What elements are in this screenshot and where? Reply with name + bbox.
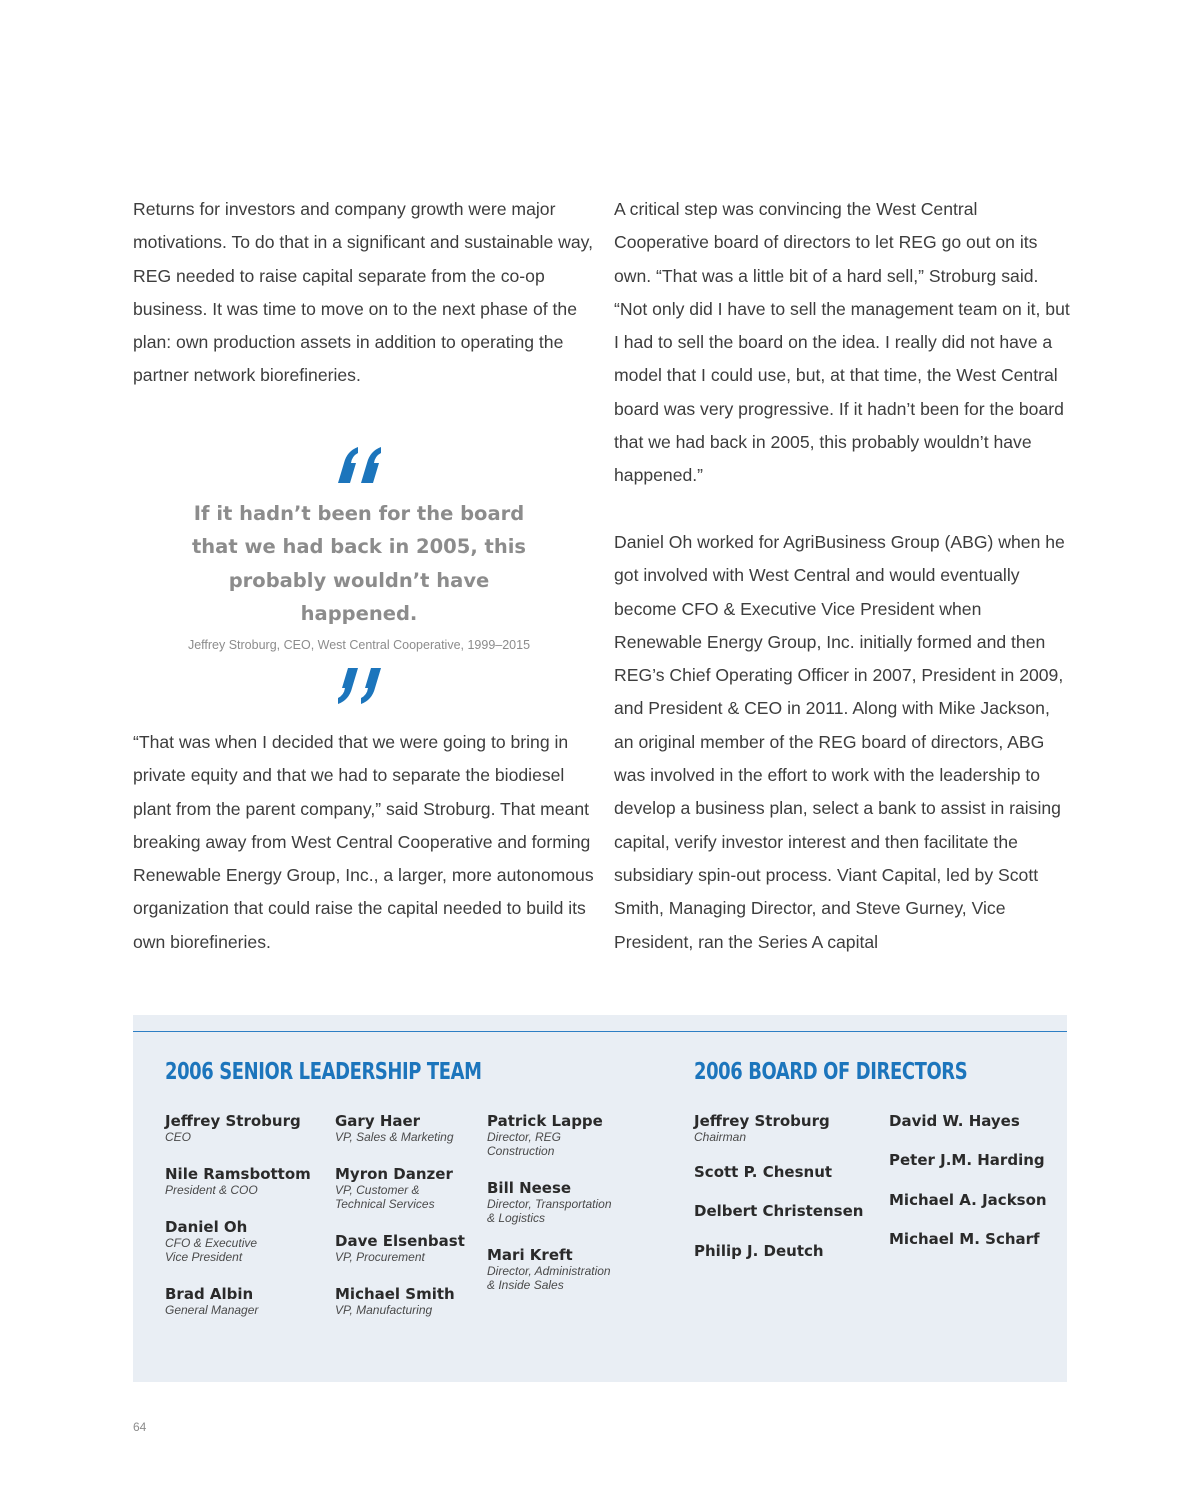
body-paragraph-left-2: “That was when I decided that we were going to bring in private equity and that we had to separate the biodiesel plant from the parent company,” said Stroburg. That meant breaking away from West Central Cooperative and forming Renewable Energy Group, Inc., a larger, more autonomous organization that could raise the capital needed to build its own biorefineries. <box>133 732 594 952</box>
leader-name: Nile Ramsbottom <box>165 1165 311 1183</box>
board-entry <box>889 1191 1047 1209</box>
leader-role: President & COO <box>165 1183 258 1197</box>
leader-name: Gary Haer <box>335 1112 421 1130</box>
close-quote-icon <box>334 666 384 706</box>
leader-entry <box>335 1112 485 1144</box>
leader-entry <box>165 1285 315 1317</box>
board-member-name: Scott P. Chesnut <box>694 1163 833 1181</box>
leader-name: Jeffrey Stroburg <box>165 1112 301 1130</box>
leader-role: Director, REG Construction <box>487 1130 562 1158</box>
leader-role: VP, Sales & Marketing <box>335 1130 454 1144</box>
board-title: 2006 BOARD OF DIRECTORS <box>694 1059 968 1085</box>
board-member-role: Chairman <box>694 1130 747 1144</box>
leader-entry <box>335 1285 485 1317</box>
leader-name: Mari Kreft <box>487 1246 573 1264</box>
leader-name: Dave Elsenbast <box>335 1232 465 1250</box>
leader-entry <box>165 1218 265 1264</box>
leader-entry <box>165 1112 315 1144</box>
board-entry <box>889 1151 1045 1169</box>
board-entry <box>694 1242 824 1260</box>
panel-divider <box>133 1031 1067 1032</box>
page-number: 64 <box>133 1420 147 1434</box>
board-member-name: Jeffrey Stroburg <box>694 1112 830 1130</box>
pull-quote <box>133 445 585 706</box>
board-member-name: Michael A. Jackson <box>889 1191 1047 1209</box>
board-entry <box>694 1163 832 1181</box>
board-member-name: Michael M. Scharf <box>889 1230 1040 1248</box>
body-paragraph-right-1: A critical step was convincing the West Central Cooperative board of directors to let REG go out on its own. “That was a little bit of a hard sell,” Stroburg said. “Not only did I have to sell the management team on it, but I had to sell the board on the idea. I really did not have a model that I could use, but, at that time, the West Central board was very progressive. If it hadn’t been for the board that we had back in 2005, this probably wouldn’t have happened.” <box>614 199 1070 486</box>
leadership-panel <box>133 1015 1067 1382</box>
leader-entry <box>165 1165 315 1197</box>
leader-role: General Manager <box>165 1303 259 1317</box>
body-paragraph-left-1: Returns for investors and company growth were major motivations. To do that in a significant and sustainable way, REG needed to raise capital separate from the co-op business. It was time to move on to the next phase of the plan: own production assets in addition to operating the partner network biorefineries. <box>133 199 593 386</box>
leader-role: CEO <box>165 1130 192 1144</box>
board-entry <box>889 1112 1020 1130</box>
leader-name: Patrick Lappe <box>487 1112 603 1130</box>
leader-entry <box>487 1112 603 1158</box>
leader-name: Brad Albin <box>165 1285 254 1303</box>
leader-entry <box>487 1246 619 1292</box>
leader-entry <box>487 1179 617 1225</box>
body-paragraph-right-2: Daniel Oh worked for AgriBusiness Group (ABG) when he got involved with West Central and would eventually become CFO & Executive Vice President when Renewable Energy Group, Inc. initially formed and then REG’s Chief Operating Officer in 2007, President in 2009, and President & CEO in 2011. Along with Mike Jackson, an original member of the REG board of directors, ABG was involved in the effort to work with the leadership to develop a business plan, select a bank to assist in raising capital, verify investor interest and then facilitate the subsidiary spin-out process. Viant Capital, led by Scott Smith, Managing Director, and Steve Gurney, Vice President, ran the Series A capital <box>614 532 1065 952</box>
leader-name: Michael Smith <box>335 1285 455 1303</box>
leader-entry <box>335 1165 453 1211</box>
pull-quote-attribution: Jeffrey Stroburg, CEO, West Central Cooperative, 1999–2015 <box>187 638 531 653</box>
board-member-name: Delbert Christensen <box>694 1202 864 1220</box>
leader-role: VP, Customer & Technical Services <box>335 1183 435 1211</box>
leader-entry <box>335 1232 485 1264</box>
leader-role: Director, Transportation & Logistics <box>487 1197 612 1225</box>
leader-name: Myron Danzer <box>335 1165 453 1183</box>
board-member-name: David W. Hayes <box>889 1112 1020 1130</box>
board-entry <box>889 1230 1040 1248</box>
board-member-name: Peter J.M. Harding <box>889 1151 1045 1169</box>
pull-quote-text: If it hadn’t been for the board that we had back in 2005, this probably wouldn’t have happened. <box>191 502 527 625</box>
leader-name: Daniel Oh <box>165 1218 248 1236</box>
board-entry <box>694 1112 844 1144</box>
leader-name: Bill Neese <box>487 1179 572 1197</box>
leader-role: VP, Manufacturing <box>335 1303 433 1317</box>
leader-role: Director, Administration & Inside Sales <box>487 1264 611 1292</box>
board-entry <box>694 1202 863 1220</box>
leadership-title: 2006 SENIOR LEADERSHIP TEAM <box>165 1059 482 1085</box>
leader-role: CFO & Executive Vice President <box>165 1236 258 1264</box>
leader-role: VP, Procurement <box>335 1250 425 1264</box>
open-quote-icon <box>334 445 384 485</box>
board-member-name: Philip J. Deutch <box>694 1242 824 1260</box>
